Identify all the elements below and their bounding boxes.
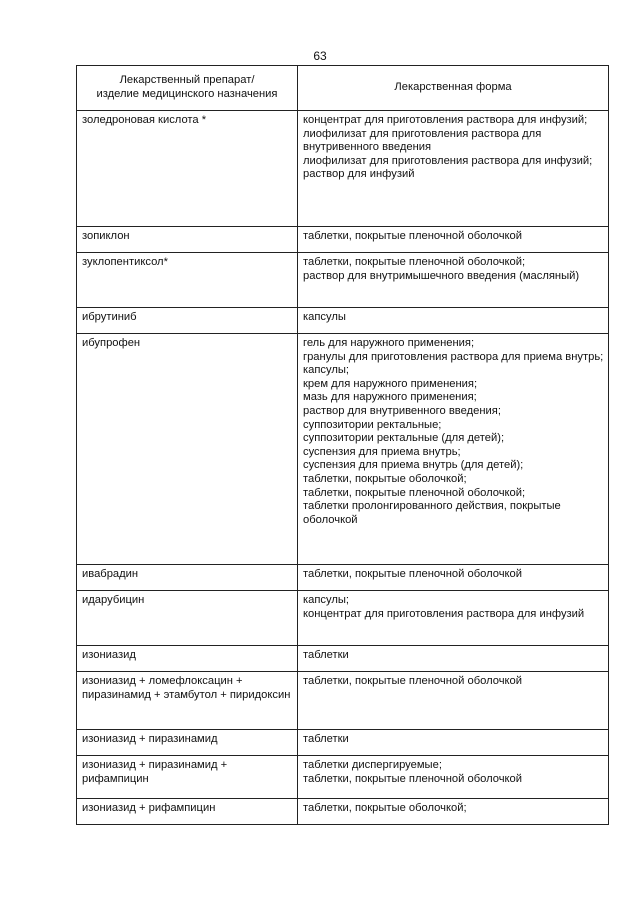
header-form: Лекарственная форма bbox=[298, 66, 609, 111]
drug-name: ибупрофен bbox=[77, 334, 298, 565]
table-row bbox=[77, 756, 609, 799]
dosage-forms: таблетки bbox=[298, 646, 609, 672]
dosage-forms: капсулы bbox=[298, 308, 609, 334]
dosage-forms: таблетки, покрытые пленочной оболочкой; раствор для внутримышечного введения (масляный) bbox=[298, 253, 609, 308]
drug-name: ивабрадин bbox=[77, 565, 298, 591]
table-row bbox=[77, 672, 609, 730]
dosage-forms: концентрат для приготовления раствора для инфузий; лиофилизат для приготовления раствора для внутривенного введения лиофилизат для приготовления раствора для инфузий; раствор для инфузий bbox=[298, 111, 609, 227]
table-header-row bbox=[77, 66, 609, 111]
dosage-forms: таблетки, покрытые пленочной оболочкой bbox=[298, 672, 609, 730]
drug-name: зопиклон bbox=[77, 227, 298, 253]
drug-name: изониазид + пиразинамид bbox=[77, 730, 298, 756]
table-row bbox=[77, 334, 609, 565]
drug-table bbox=[76, 65, 609, 825]
dosage-forms: гель для наружного применения; гранулы для приготовления раствора для приема внутрь; капсулы; крем для наружного применения; мазь для наружного применения; раствор для внутривенного введения; суппозитории ректальные; суппозитории ректальные (для детей); суспензия для приема внутрь; суспензия для приема внутрь (для детей); таблетки, покрытые оболочкой; таблетки, покрытые пленочной оболочкой; таблетки пролонгированного действия, покрытые оболочкой bbox=[298, 334, 609, 565]
drug-name: зуклопентиксол* bbox=[77, 253, 298, 308]
table-row bbox=[77, 253, 609, 308]
drug-name: изониазид + пиразинамид + рифампицин bbox=[77, 756, 298, 799]
table-row bbox=[77, 730, 609, 756]
table-row bbox=[77, 591, 609, 646]
drug-name: золедроновая кислота * bbox=[77, 111, 298, 227]
drug-name: изониазид + рифампицин bbox=[77, 799, 298, 825]
dosage-forms: капсулы; концентрат для приготовления раствора для инфузий bbox=[298, 591, 609, 646]
drug-name: ибрутиниб bbox=[77, 308, 298, 334]
table-row bbox=[77, 111, 609, 227]
dosage-forms: таблетки, покрытые пленочной оболочкой bbox=[298, 227, 609, 253]
table-row bbox=[77, 308, 609, 334]
drug-name: идарубицин bbox=[77, 591, 298, 646]
header-drug: Лекарственный препарат/ изделие медицинского назначения bbox=[77, 66, 298, 111]
drug-name: изониазид bbox=[77, 646, 298, 672]
dosage-forms: таблетки bbox=[298, 730, 609, 756]
dosage-forms: таблетки диспергируемые; таблетки, покрытые пленочной оболочкой bbox=[298, 756, 609, 799]
dosage-forms: таблетки, покрытые пленочной оболочкой bbox=[298, 565, 609, 591]
drug-name: изониазид + ломефлоксацин + пиразинамид + этамбутол + пиридоксин bbox=[77, 672, 298, 730]
table-row bbox=[77, 646, 609, 672]
table-row bbox=[77, 565, 609, 591]
page-number: 63 bbox=[313, 49, 327, 63]
table-row bbox=[77, 799, 609, 825]
dosage-forms: таблетки, покрытые оболочкой; bbox=[298, 799, 609, 825]
table-row bbox=[77, 227, 609, 253]
